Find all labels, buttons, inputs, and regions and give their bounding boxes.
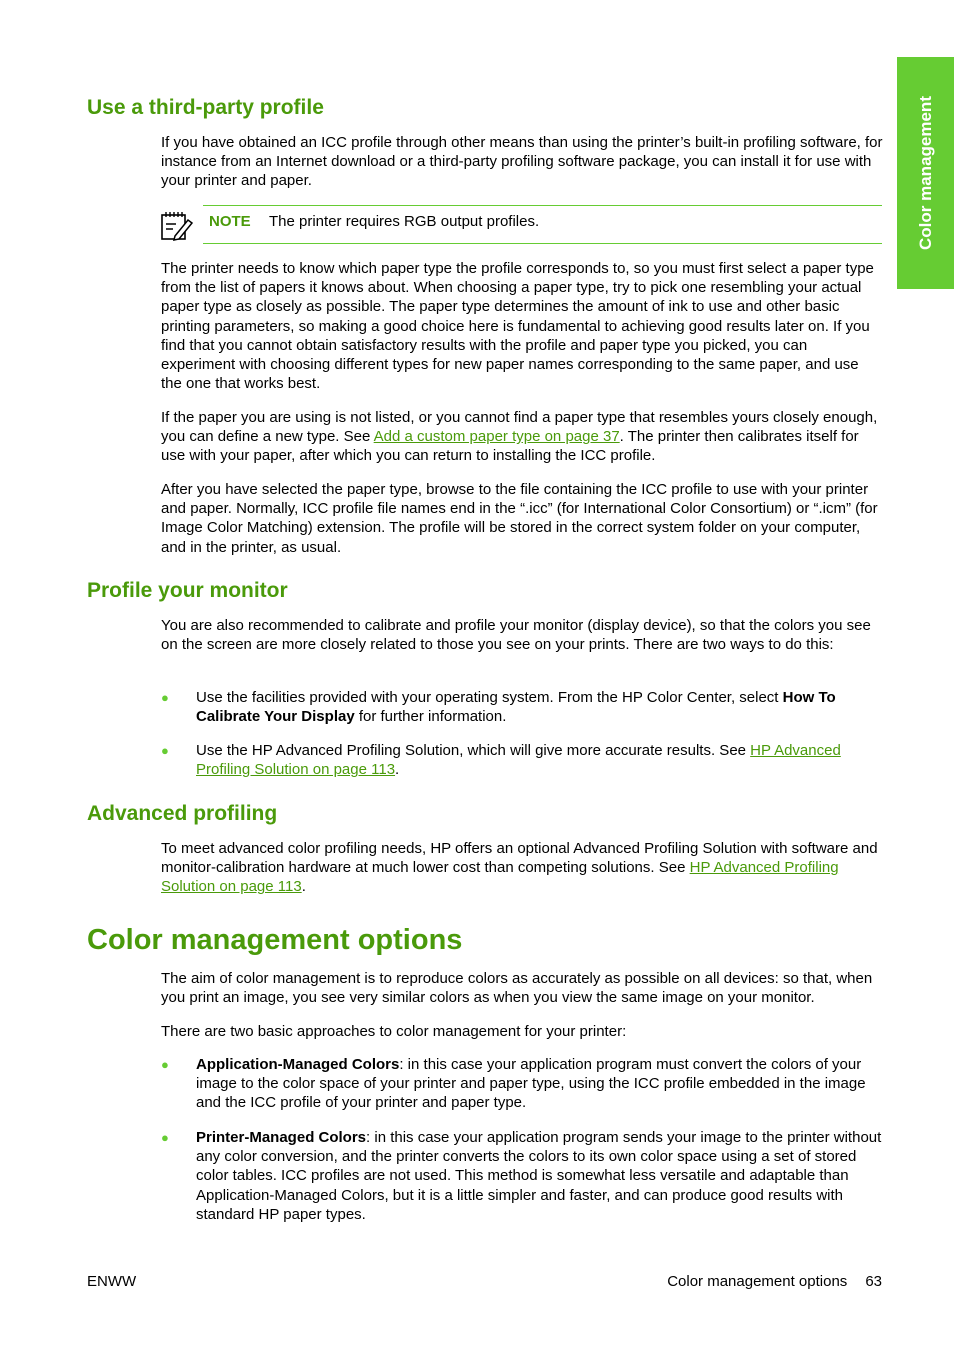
list-item-text (196, 741, 883, 779)
text-segment: for further information. (354, 708, 507, 726)
custom-paper-type-link[interactable]: Add a custom paper type on page 37 (373, 428, 620, 446)
footer-page-info (667, 1273, 882, 1290)
third-party-intro: If you have obtained an ICC profile through other means than using the printer’s built-in profiling software, for instance from an Internet download or a third-party profiling software package, you can install it for use with your printer and paper. (161, 134, 883, 190)
footer-page-number: 63 (865, 1273, 882, 1290)
chapter-side-tab-label: Color management (915, 96, 935, 250)
section-title-monitor: Profile your monitor (87, 579, 288, 602)
text-segment: : in this case your application program must convert the colors of your image to the color space of your printer and paper type, using the ICC profile embedded in the image and the ICC profile of your printer and paper type. (196, 1056, 866, 1112)
note-text: The printer requires RGB output profiles. (269, 213, 540, 230)
list-item-text (196, 1128, 883, 1224)
note-bottom-rule (203, 243, 882, 244)
advanced-profiling-link[interactable]: HP Advanced Profiling Solution on page 113 (161, 859, 839, 896)
bullet-icon: ● (161, 743, 169, 758)
text-segment: To meet advanced color profiling needs, HP offers an optional Advanced Profiling Solution with software and monitor-calibration hardware at much lower cost than competing solutions. See (161, 840, 878, 877)
list-item (161, 688, 883, 726)
monitor-intro: You are also recommended to calibrate and profile your monitor (display device), so that the colors you see on the screen are more closely related to those you see on your prints. There are two ways to do this: (161, 617, 871, 654)
options-paragraph-2: There are two basic approaches to color management for your printer: (161, 1023, 627, 1040)
text-segment: Use the HP Advanced Profiling Solution, which will give more accurate results. See (196, 742, 751, 759)
options-paragraph-1: The aim of color management is to reproduce colors as accurately as possible on all devices: so that, when you print an image, you see very similar colors as when you view the same image on your monitor. (161, 970, 873, 1007)
advanced-paragraph (161, 839, 883, 897)
section-title-third-party: Use a third-party profile (87, 96, 324, 119)
text-segment: . (301, 878, 306, 896)
text-segment: . The printer then calibrates itself for use with your paper, after which you can return to installing the ICC profile. (161, 428, 859, 465)
note-pad-icon (161, 208, 195, 242)
note-label: NOTE (209, 213, 251, 230)
third-party-paragraph-4: After you have selected the paper type, browse to the file containing the ICC profile to use with your printer and paper. Normally, ICC profile file names end in the “.icc” (for International Color Consortium) or “.icm” (for Image Color Matching) extension. The profile will be stored in the correct system folder on your computer, and in the printer, as usual. (161, 481, 878, 556)
footer-section-name: Color management options (667, 1273, 848, 1290)
page-title: Color management options (87, 924, 463, 956)
third-party-paragraph-2: The printer needs to know which paper type the profile corresponds to, so you must first select a paper type from the list of papers it knows about. When choosing a paper type, try to pick one resembling your actual paper type as closely as possible. The paper type determines the amount of ink to use and other basic printing parameters, so making a good choice here is fundamental to achieving good results later on. If you find that you cannot obtain satisfactory results with the profile and paper type you picked, you can experiment with choosing different types for new paper names corresponding to the same paper, and use the one that works best. (161, 260, 874, 393)
bullet-icon: ● (161, 1057, 169, 1072)
term-text: Application-Managed Colors (196, 1056, 400, 1073)
third-party-paragraph-3 (161, 408, 883, 466)
term-text: Printer-Managed Colors (196, 1129, 367, 1146)
menu-path-text: How To Calibrate Your Display (196, 689, 836, 726)
footer-doc-code: ENWW (87, 1273, 137, 1290)
text-segment: : in this case your application program sends your image to the printer without any color conversion, and the printer converts the colors to its own color space using a set of stored color tables. ICC profiles are not used. This method is somewhat less versatile and adaptable than Application-Managed Colors, but it is a little simpler and faster, and can produce good results with standard HP paper types. (196, 1129, 882, 1223)
advanced-profiling-link[interactable]: HP Advanced Profiling Solution on page 113 (196, 742, 841, 779)
chapter-side-tab (897, 57, 954, 289)
bullet-icon: ● (161, 1130, 169, 1145)
list-item (161, 1055, 883, 1113)
text-segment: . (395, 761, 400, 779)
text-segment: Use the facilities provided with your operating system. From the HP Color Center, select (196, 689, 783, 706)
section-title-advanced: Advanced profiling (87, 802, 278, 825)
list-item-text (196, 688, 883, 726)
note-top-rule (203, 205, 882, 206)
list-item (161, 1128, 883, 1224)
list-item-text (196, 1055, 883, 1113)
bullet-icon: ● (161, 690, 169, 705)
note-box (161, 205, 882, 244)
list-item (161, 741, 883, 779)
text-segment: If the paper you are using is not listed, or you cannot find a paper type that resembles yours closely enough, you can define a new type. See (161, 409, 878, 446)
